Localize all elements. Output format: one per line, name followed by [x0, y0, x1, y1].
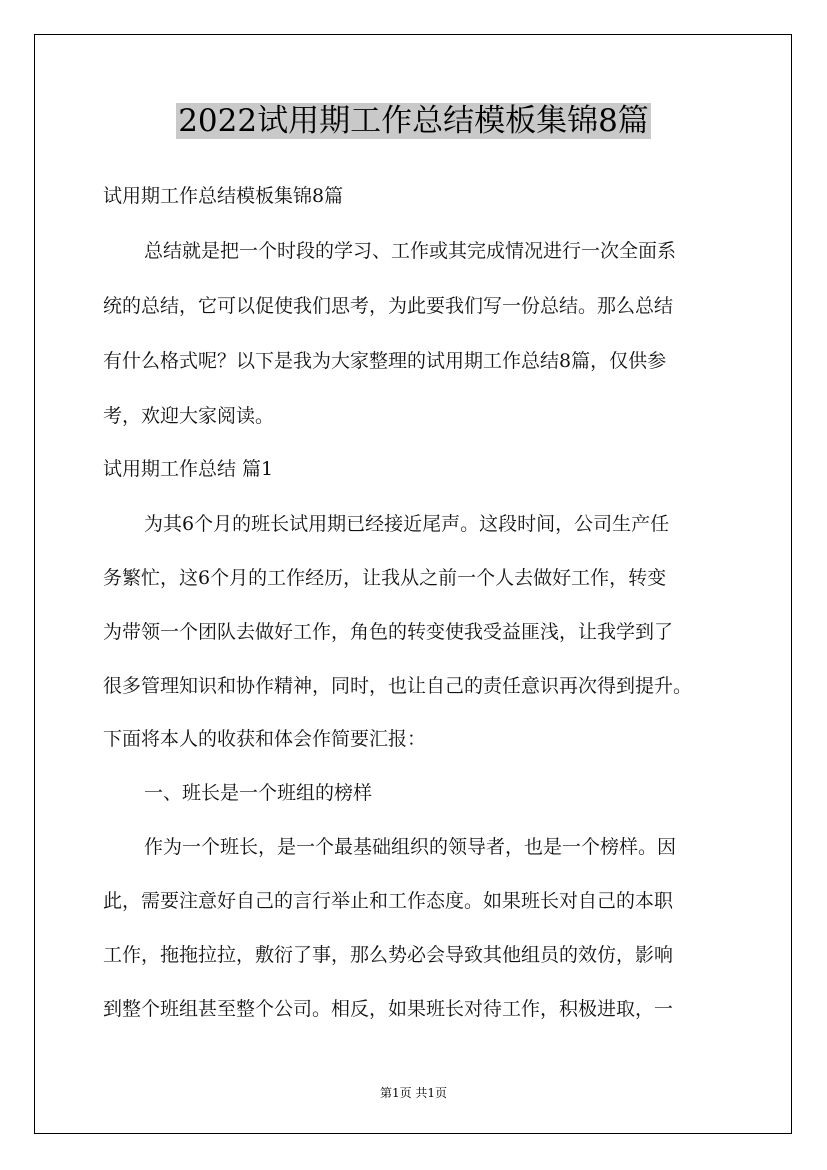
- paragraph-line: 统的总结，它可以促使我们思考，为此要我们写一份总结。那么总结: [103, 295, 674, 317]
- document-title: [0, 100, 827, 142]
- section-heading: 试用期工作总结 篇1: [103, 458, 274, 480]
- paragraph-line: 有什么格式呢？以下是我为大家整理的试用期工作总结8篇，仅供参: [103, 350, 667, 372]
- subheading-line: 一、班长是一个班组的榜样: [144, 782, 373, 804]
- paragraph-line: 为其6个月的班长试用期已经接近尾声。这段时间，公司生产任: [144, 513, 670, 535]
- paragraph-line: 下面将本人的收获和体会作简要汇报：: [103, 728, 427, 750]
- paragraph-line: 到整个班组甚至整个公司。相反，如果班长对待工作，积极进取，一: [103, 998, 674, 1020]
- paragraph-line: 作为一个班长，是一个最基础组织的领导者，也是一个榜样。因: [144, 836, 677, 858]
- paragraph-line: 考，欢迎大家阅读。: [103, 405, 275, 427]
- paragraph-line: 总结就是把一个时段的学习、工作或其完成情况进行一次全面系: [144, 240, 677, 262]
- title-text: 2022试用期工作总结模板集锦8篇: [178, 103, 649, 139]
- paragraph-line: 工作，拖拖拉拉，敷衍了事，那么势必会导致其他组员的效仿，影响: [103, 944, 674, 966]
- paragraph-line: 为带领一个团队去做好工作，角色的转变使我受益匪浅，让我学到了: [103, 621, 674, 643]
- subtitle-line: 试用期工作总结模板集锦8篇: [103, 185, 344, 207]
- paragraph-line: 很多管理知识和协作精神，同时，也让自己的责任意识再次得到提升。: [103, 675, 693, 697]
- paragraph-line: 务繁忙，这6个月的工作经历，让我从之前一个人去做好工作，转变: [103, 567, 667, 589]
- paragraph-line: 此，需要注意好自己的言行举止和工作态度。如果班长对自己的本职: [103, 890, 674, 912]
- page-footer: 第1页 共1页: [379, 1086, 448, 1100]
